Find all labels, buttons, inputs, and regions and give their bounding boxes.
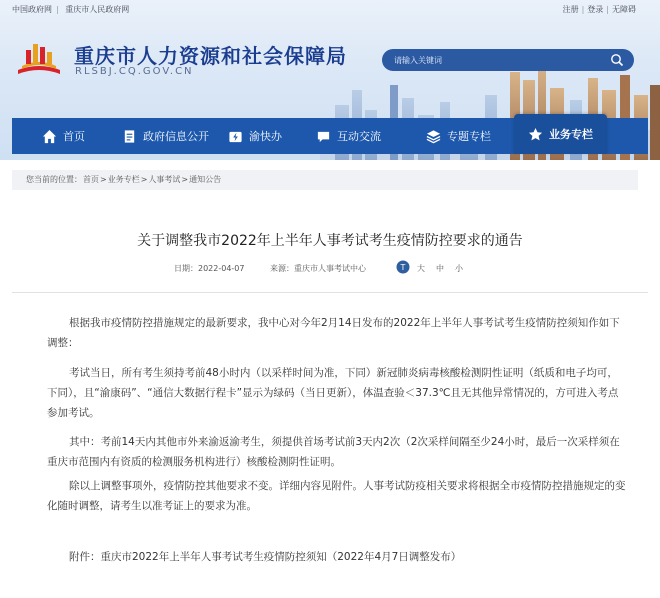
search-icon[interactable] — [610, 53, 624, 67]
top-bar — [0, 0, 660, 18]
article-paragraph: 考试当日，所有考生须持考前48小时内（以采样时间为准，下同）新冠肺炎病毒核酸检测阴性证明（纸质和电子均可，下同），且“渝康码”、“通信大数据行程卡”显示为绿码（当日更新），体温查验＜37.3℃且无其他异常情况的，方可进入考点参加考试。 — [47, 367, 619, 419]
nav-label: 业务专栏 — [549, 128, 593, 141]
article-paragraph: 其中：考前14天内其他市外来渝返渝考生，须提供首场考试前3天内2次（2次采样间隔至少24小时，最后一次采样须在重庆市范围内有资质的检测服务机构进行）核酸检测阴性证明。 — [47, 436, 620, 468]
nav-item-yukuaiban[interactable] — [228, 118, 282, 154]
nav-item-home[interactable] — [42, 118, 85, 154]
article-date: 日期：2022-04-07 — [174, 264, 245, 273]
breadcrumb-separator: > — [100, 175, 107, 184]
attachment-link[interactable]: 附件：重庆市2022年上半年人事考试考生疫情防控须知（2022年4月7日调整发布） — [69, 551, 462, 563]
accessibility-link[interactable]: 无障碍 — [612, 5, 636, 14]
article-paragraph: 根据我市疫情防控措施规定的最新要求，我中心对今年2月14日发布的2022年上半年人事考试考生疫情防控须知作如下调整： — [47, 317, 620, 349]
search-input[interactable] — [394, 52, 594, 68]
nav-label: 专题专栏 — [447, 130, 491, 143]
layers-icon — [426, 129, 441, 144]
star-icon — [528, 127, 543, 142]
document-icon — [122, 129, 137, 144]
font-size-large[interactable]: 大 — [417, 264, 425, 273]
site-header — [0, 0, 660, 160]
search-box — [382, 49, 634, 71]
login-link[interactable]: 登录 — [587, 5, 604, 14]
nav-label: 首页 — [63, 130, 85, 143]
nav-item-topics[interactable] — [426, 118, 491, 154]
nav-item-gov-info[interactable] — [122, 118, 209, 154]
breadcrumb-separator: > — [181, 175, 189, 184]
site-title: 重庆市人力资源和社会保障局 — [74, 44, 347, 68]
separator: | — [581, 5, 585, 14]
link-gov-cn[interactable]: 中国政府网 — [12, 5, 52, 14]
bureau-logo-icon — [12, 38, 66, 78]
article-source: 来源：重庆市人事考试中心 — [270, 264, 366, 273]
site-url: RLSBJ.CQ.GOV.CN — [75, 66, 194, 77]
breadcrumb-separator: > — [140, 175, 148, 184]
breadcrumb-item-business[interactable]: 业务专栏 — [107, 175, 140, 184]
breadcrumb — [12, 170, 638, 190]
nav-item-interaction[interactable] — [316, 118, 381, 154]
nav-item-business[interactable] — [514, 114, 607, 154]
link-cq-gov[interactable]: 重庆市人民政府网 — [65, 5, 130, 14]
breadcrumb-prefix: 您当前的位置： — [26, 175, 82, 184]
nav-label: 政府信息公开 — [143, 130, 209, 143]
nav-label: 渝快办 — [249, 130, 282, 143]
svg-text:T: T — [400, 263, 406, 272]
lightning-icon — [228, 129, 243, 144]
font-size-small[interactable]: 小 — [455, 264, 463, 273]
separator: | — [56, 5, 59, 14]
article-meta — [0, 260, 660, 276]
home-icon — [42, 129, 57, 144]
separator: | — [606, 5, 609, 14]
article-paragraph: 除以上调整事项外，疫情防控其他要求不变。详细内容见附件。人事考试防疫相关要求将根据全市疫情防控措施规定的变化随时调整，请考生以准考证上的要求为准。 — [47, 480, 626, 512]
divider — [12, 292, 648, 293]
breadcrumb-item-home[interactable]: 首页 — [83, 175, 99, 184]
article-title: 关于调整我市2022年上半年人事考试考生疫情防控要求的通告 — [137, 233, 523, 249]
main-nav — [12, 118, 648, 154]
wechat-share-icon[interactable] — [396, 260, 410, 274]
chat-icon — [316, 129, 331, 144]
breadcrumb-item-exam[interactable]: 人事考试 — [148, 175, 181, 184]
register-link[interactable]: 注册 — [562, 5, 579, 14]
nav-label: 互动交流 — [337, 130, 381, 143]
font-size-medium[interactable]: 中 — [436, 264, 444, 273]
breadcrumb-item-notice[interactable]: 通知公告 — [189, 175, 222, 184]
